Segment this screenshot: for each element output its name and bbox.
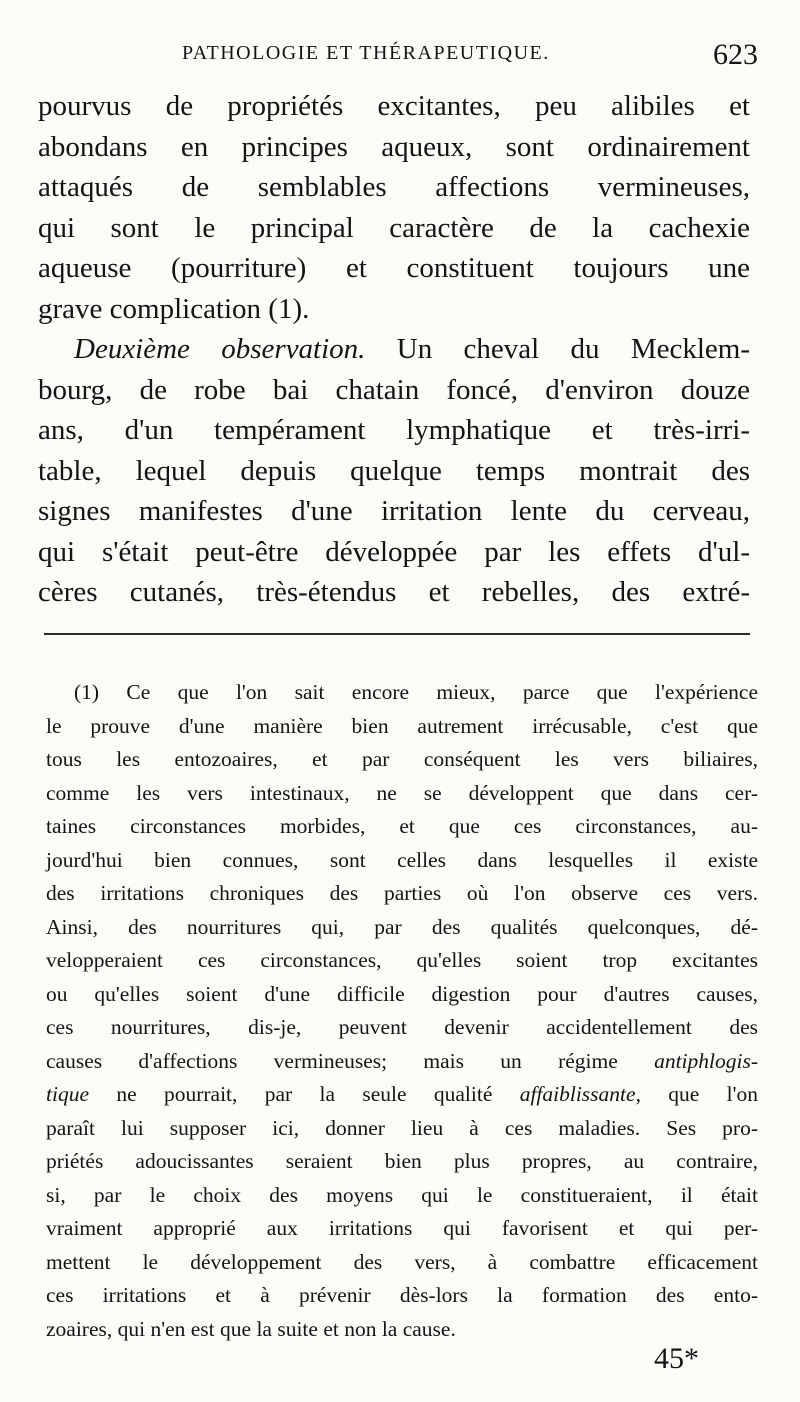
text-line: abondans en principes aqueux, sont ordinairement <box>38 130 750 163</box>
text-line: signes manifestes d'une irritation lente du cerveau, <box>38 495 750 527</box>
footnote-text: causes d'affections vermineuses; mais un régime <box>46 1048 655 1073</box>
footnote-line: Ainsi, des nourritures qui, par des qualités quelconques, dé- <box>46 914 758 939</box>
footnote-line: si, par le choix des moyens qui le constitueraient, il était <box>46 1182 758 1207</box>
footnote-line: ces nourritures, dis-je, peuvent devenir accidentellement des <box>46 1015 758 1039</box>
footnote-line: le prouve d'une manière bien autrement irrécusable, c'est que <box>46 713 758 738</box>
text-line: cères cutanés, très-étendus et rebelles, des extré- <box>38 576 750 608</box>
footnote-line: velopperaient ces circonstances, qu'elles soient trop excitantes <box>46 948 758 972</box>
footnote-text: ne pourrait, par la seule qualité <box>89 1082 520 1106</box>
footnote-line: ou qu'elles soient d'une difficile digestion pour d'autres causes, <box>46 981 758 1006</box>
page-number: 623 <box>713 38 758 71</box>
footnote-line: (1) Ce que l'on sait encore mieux, parce que l'expérience <box>74 680 758 704</box>
footnote-line-italic-term <box>46 1078 758 1112</box>
footnote-line: priétés adoucissantes seraient bien plus propres, au contraire, <box>46 1149 758 1173</box>
observation-heading: Deuxième observation. <box>74 333 366 365</box>
text-line: pourvus de propriétés excitantes, peu alibiles et <box>38 90 750 122</box>
text-line: bourg, de robe bai chatain foncé, d'environ douze <box>38 373 750 406</box>
footnote-line: ces irritations et à prévenir dès-lors la formation des ento- <box>46 1283 758 1307</box>
footnote-line: mettent le développement des vers, à combattre efficacement <box>46 1249 758 1274</box>
text-line: qui s'était peut-être développée par les effets d'ul- <box>38 535 750 568</box>
text-line-observation <box>38 329 750 370</box>
footnote-line: comme les vers intestinaux, ne se développent que dans cer- <box>46 780 758 805</box>
signature-mark: 45* <box>654 1342 699 1375</box>
italic-term: antiphlogis- <box>654 1048 758 1073</box>
footnote-line: des irritations chroniques des parties où l'on observe ces vers. <box>46 881 758 905</box>
text-line: aqueuse (pourriture) et constituent toujours une <box>38 252 750 284</box>
page-header <box>40 38 758 78</box>
footnote-line: vraiment approprié aux irritations qui favorisent et qui per- <box>46 1216 758 1240</box>
text-line: grave complication (1). <box>38 292 310 325</box>
italic-term: tique <box>46 1082 89 1106</box>
observation-text: Un cheval du Mecklem- <box>365 333 750 365</box>
text-line: attaqués de semblables affections vermineuses, <box>38 171 750 203</box>
footnote-line: tous les entozoaires, et par conséquent les vers biliaires, <box>46 747 758 771</box>
main-text <box>38 86 750 613</box>
footnote <box>46 676 758 1346</box>
footnote-divider <box>44 633 750 635</box>
text-line: ans, d'un tempérament lymphatique et très-irri- <box>38 414 750 446</box>
text-line: table, lequel depuis quelque temps montrait des <box>38 454 750 487</box>
footnote-text: , que l'on <box>635 1082 758 1106</box>
footnote-line: zoaires, qui n'en est que la suite et non la cause. <box>46 1316 456 1341</box>
text-line: qui sont le principal caractère de la cachexie <box>38 211 750 244</box>
footnote-line: taines circonstances morbides, et que ces circonstances, au- <box>46 814 758 838</box>
running-head: PATHOLOGIE ET THÉRAPEUTIQUE. <box>182 42 550 64</box>
footnote-line: paraît lui supposer ici, donner lieu à ces maladies. Ses pro- <box>46 1115 758 1140</box>
italic-term: affaiblissante <box>519 1082 636 1106</box>
footnote-line-italic-term <box>46 1045 758 1079</box>
footnote-line: jourd'hui bien connues, sont celles dans lesquelles il existe <box>46 847 758 872</box>
